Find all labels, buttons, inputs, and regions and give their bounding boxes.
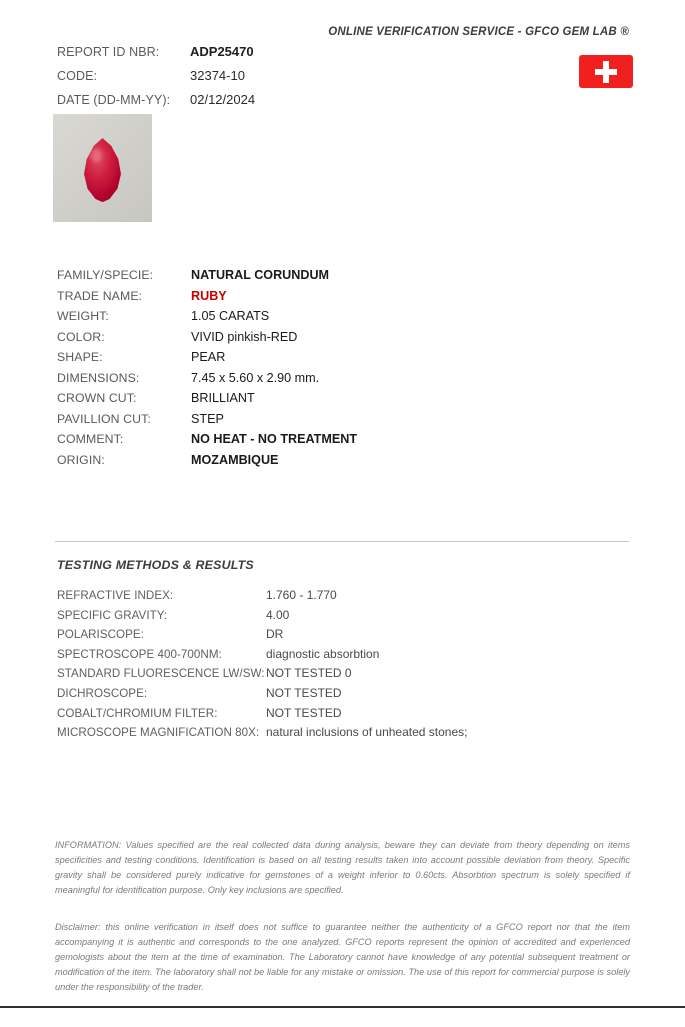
meta-label: REPORT ID NBR: (57, 45, 160, 59)
table-row (57, 627, 617, 647)
bottom-rule (0, 1006, 685, 1008)
disclaimer-note: Disclaimer: this online verification in itself does not suffice to guarantee neither the authenticity of a GFCO report nor that the item accompanying it is authentic and corresponds to the one analyzed. GFCO reports represent the opinion of accredited and experienced gemologists about the item at the time of examination. The Laboratory cannot have knowledge of any potential subsequent treatment or modification of the item. The laboratory shall not be liable for any mistake or omission. The use of this report for commercial purpose is solely under the responsibility of the trader. (55, 922, 630, 992)
table-row (57, 725, 617, 745)
list-item (57, 350, 527, 371)
ident-label: CROWN CUT: (57, 391, 137, 405)
list-item (57, 268, 527, 289)
test-value: NOT TESTED 0 (266, 666, 352, 681)
ident-value: VIVID pinkish-RED (191, 329, 298, 344)
meta-row (57, 68, 387, 89)
testing-results-list (57, 588, 617, 745)
test-label: COBALT/CHROMIUM FILTER: (57, 706, 218, 720)
swiss-flag-icon (579, 55, 633, 88)
test-value: NOT TESTED (266, 705, 342, 720)
ident-value: 1.05 CARATS (191, 309, 270, 323)
list-item (57, 432, 527, 453)
test-label: STANDARD FLUORESCENCE LW/SW: (57, 667, 265, 681)
test-value: natural inclusions of unheated stones; (266, 725, 468, 740)
meta-label: DATE (DD-MM-YY): (57, 93, 171, 107)
report-meta-block (57, 44, 387, 116)
test-value: 4.00 (266, 607, 290, 622)
meta-row (57, 44, 387, 65)
ident-value: PEAR (191, 350, 226, 364)
ident-value: NATURAL CORUNDUM (191, 268, 330, 282)
ident-value: MOZAMBIQUE (191, 452, 279, 467)
page-title: ONLINE VERIFICATION SERVICE - GFCO GEM LAB ® (328, 26, 629, 38)
meta-label: CODE: (57, 69, 98, 83)
test-label: DICHROSCOPE: (57, 686, 148, 700)
table-row (57, 706, 617, 726)
list-item (57, 412, 527, 433)
table-row (57, 686, 617, 706)
gem-photo (53, 114, 152, 222)
ident-label: ORIGIN: (57, 452, 105, 467)
ident-value: 7.45 x 5.60 x 2.90 mm. (191, 370, 320, 385)
ident-label: WEIGHT: (57, 309, 109, 323)
table-row (57, 647, 617, 667)
list-item (57, 330, 527, 351)
test-value: diagnostic absorbtion (266, 646, 380, 661)
pear-ruby-icon (81, 138, 125, 202)
test-label: POLARISCOPE: (57, 628, 144, 642)
ident-label: SHAPE: (57, 350, 103, 364)
ident-label: FAMILY/SPECIE: (57, 268, 154, 282)
test-label: SPECIFIC GRAVITY: (57, 608, 168, 622)
identification-list (57, 268, 527, 473)
test-label: SPECTROSCOPE 400-700NM: (57, 647, 222, 661)
meta-value: 02/12/2024 (190, 92, 256, 107)
ident-label: PAVILLION CUT: (57, 411, 151, 426)
test-label: REFRACTIVE INDEX: (57, 589, 174, 602)
ident-value: RUBY (191, 288, 227, 303)
test-value: NOT TESTED (266, 685, 342, 700)
meta-value: 32374-10 (190, 68, 245, 83)
ident-label: DIMENSIONS: (57, 370, 140, 385)
list-item (57, 371, 527, 392)
list-item (57, 309, 527, 330)
table-row (57, 666, 617, 686)
test-value: DR (266, 627, 284, 642)
test-label: MICROSCOPE MAGNIFICATION 80X: (57, 726, 260, 740)
testing-section-title: TESTING METHODS & RESULTS (57, 558, 254, 572)
ident-label: TRADE NAME: (57, 288, 143, 303)
information-note: INFORMATION: Values specified are the real collected data during analysis, beware they can deviate from theory depending on items specificities and testing conditions. Identification is based on all testing results taken into account possible deviation from theory. Specific gravity shall be considered purely indicative for gemstones of a weight inferior to 0.60cts. Absorbtion spectrum is solely specified if meaningful for identification purpose. Only key inclusions are specified. (55, 840, 630, 895)
ident-label: COLOR: (57, 329, 105, 344)
list-item (57, 289, 527, 310)
test-value: 1.760 - 1.770 (266, 588, 337, 602)
ident-value: BRILLIANT (191, 391, 255, 405)
meta-value: ADP25470 (190, 44, 254, 59)
meta-row (57, 92, 387, 113)
ident-value: NO HEAT - NO TREATMENT (191, 432, 358, 446)
section-divider (55, 541, 629, 542)
table-row (57, 608, 617, 628)
ident-label: COMMENT: (57, 432, 124, 446)
list-item (57, 453, 527, 474)
list-item (57, 391, 527, 412)
ident-value: STEP (191, 411, 224, 426)
table-row (57, 588, 617, 608)
